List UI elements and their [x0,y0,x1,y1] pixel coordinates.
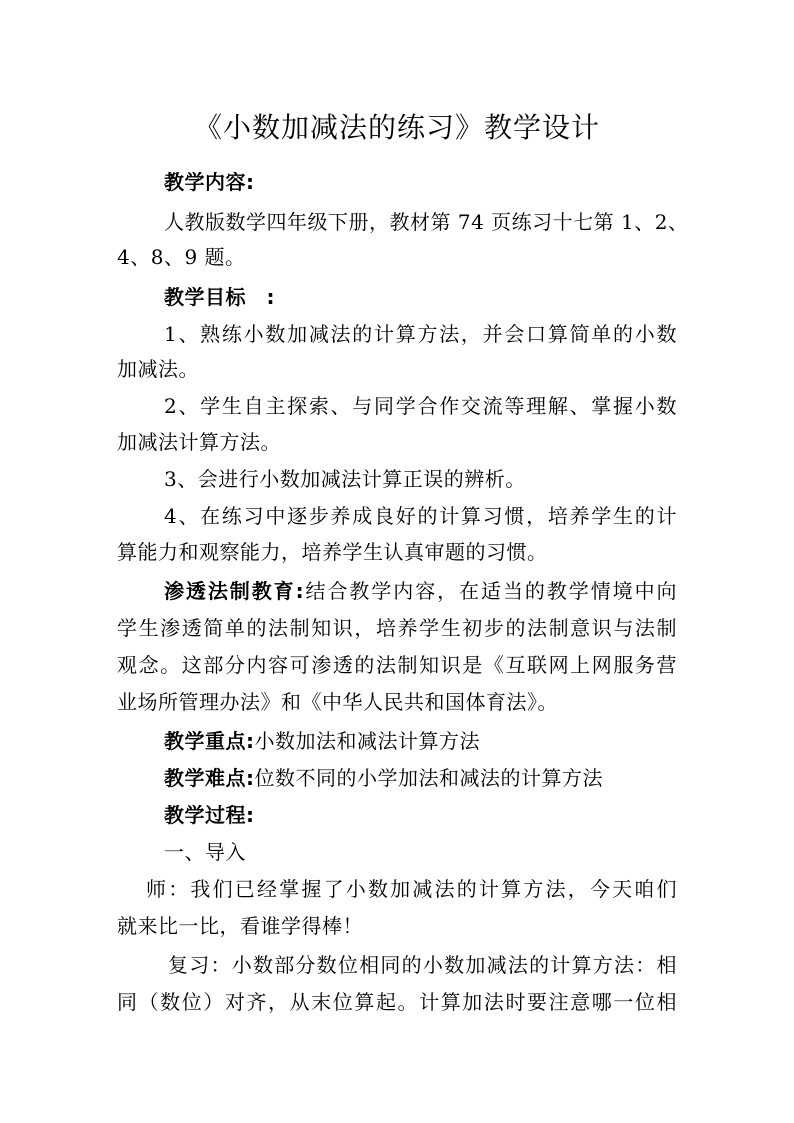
content-line-2: 4、8、9 题。 [117,245,246,269]
key-point-text: 小数加法和减法计算方法 [254,729,480,753]
teacher-line-2: 就来比一比，看谁学得棒！ [117,914,363,938]
intro-heading: 一、导入 [164,840,246,864]
goal-1-line-2: 加减法。 [117,357,199,381]
content-heading: 教学内容: [164,170,255,194]
goal-2-line-2: 加减法计算方法。 [117,430,281,454]
goal-4-line-1: 4、在练习中逐步养成良好的计算习惯，培养学生的计 [164,504,677,528]
content-line-1: 人教版数学四年级下册，教材第 74 页练习十七第 1、2、 [164,210,689,234]
key-point-heading: 教学重点: [164,729,255,753]
difficult-point-heading: 教学难点: [164,766,255,790]
goal-4-line-2: 算能力和观察能力，培养学生认真审题的习惯。 [117,540,548,564]
document-title: 《小数加减法的练习》教学设计 [193,111,600,144]
law-line-2: 学生渗透简单的法制知识，培养学生初步的法制意识与法制 [117,616,677,640]
goal-3-line-1: 3、会进行小数加减法计算正误的辨析。 [164,467,526,491]
law-line-4: 业场所管理办法》和《中华人民共和国体育法》。 [117,690,558,714]
difficult-point-text: 位数不同的小学加法和减法的计算方法 [254,766,603,790]
review-line-2: 同（数位）对齐，从末位算起。计算加法时要注意哪一位相 [117,990,677,1014]
law-line-3: 观念。这部分内容可渗透的法制知识是《互联网上网服务营 [117,653,677,677]
law-line-1-text: 结合教学内容，在适当的教学情境中向 [304,579,678,603]
goal-1-line-1: 1、熟练小数加减法的计算方法，并会口算简单的小数 [164,322,677,346]
teacher-line-1: 师：我们已经掌握了小数加减法的计算方法，今天咱们 [146,877,677,901]
review-line-1: 复习：小数部分数位相同的小数加减法的计算方法：相 [168,953,677,977]
law-heading: 渗透法制教育: [164,579,305,603]
process-heading: 教学过程: [164,803,255,827]
key-point-line [164,727,677,755]
goal-2-line-1: 2、学生自主探索、与同学合作交流等理解、掌握小数 [164,394,677,418]
difficult-point-line [164,764,677,792]
law-line-1 [164,577,677,605]
goals-heading: 教学目标 : [164,285,275,309]
